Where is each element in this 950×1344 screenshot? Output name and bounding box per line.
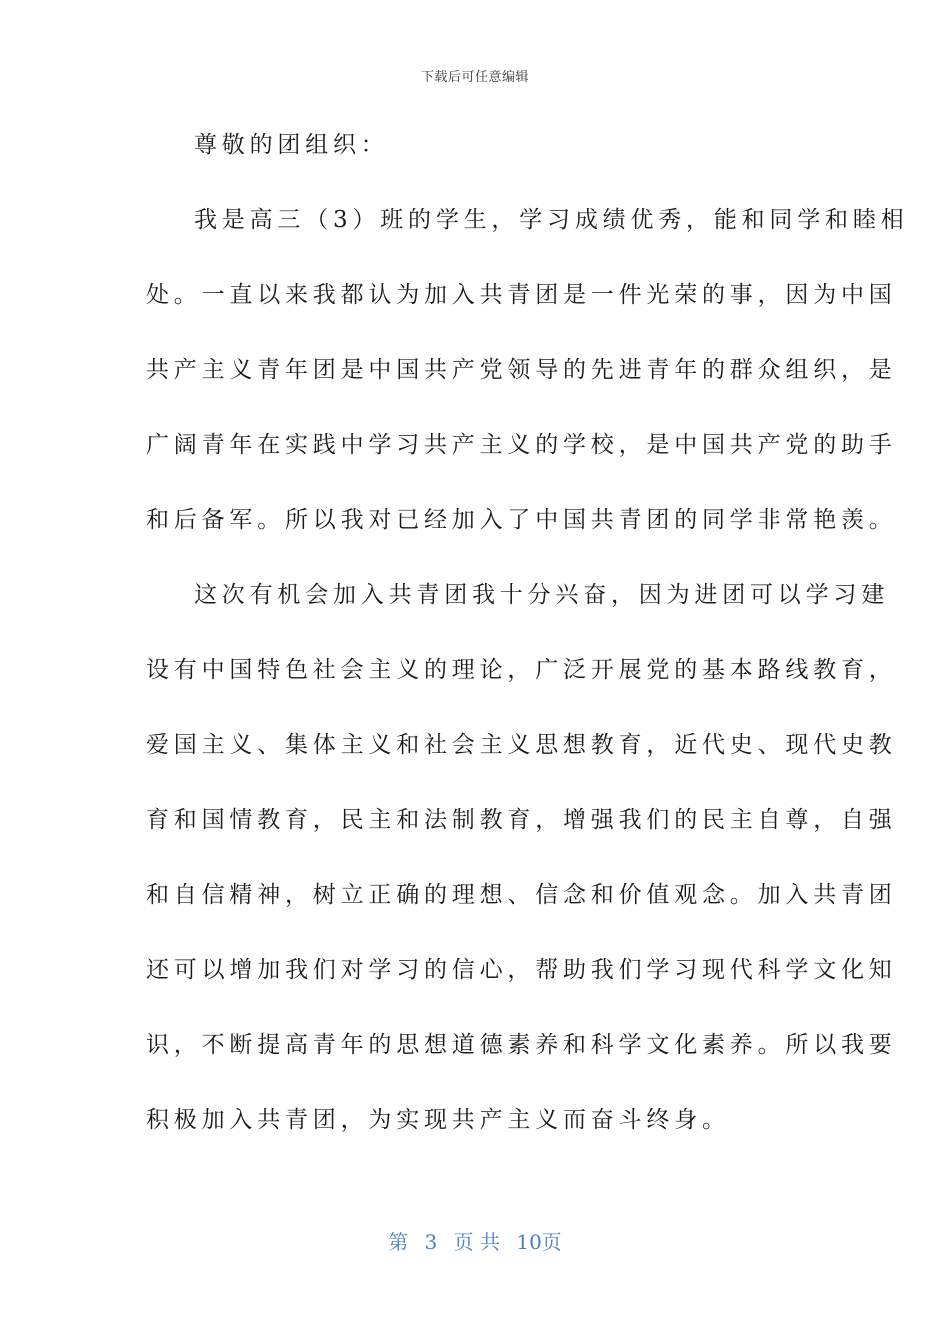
paragraph-2-line-8: 积极加入共青团，为实现共产主义而奋斗终身。 bbox=[146, 1107, 730, 1133]
paragraph-2-line-5: 和自信精神，树立正确的理想、信念和价值观念。加入共青团 bbox=[146, 882, 897, 908]
paragraph-1-line-5: 和后备军。所以我对已经加入了中国共青团的同学非常艳羡。 bbox=[146, 507, 897, 533]
paragraph-2-line-1: 这次有机会加入共青团我十分兴奋，因为进团可以学习建 bbox=[194, 582, 889, 608]
document-body bbox=[146, 124, 909, 1174]
footer-current-page: 3 bbox=[424, 1230, 438, 1254]
paragraph-1-line-4: 广阔青年在实践中学习共产主义的学校，是中国共产党的助手 bbox=[146, 432, 897, 458]
paragraph-2-line-3: 爱国主义、集体主义和社会主义思想教育，近代史、现代史教 bbox=[146, 732, 897, 758]
header-note: 下载后可任意编辑 bbox=[420, 70, 529, 85]
paragraph-1-line-3: 共产主义青年团是中国共产党领导的先进青年的群众组织，是 bbox=[146, 357, 897, 383]
footer-middle: 页 共 bbox=[453, 1230, 500, 1254]
paragraph-2-line-4: 育和国情教育，民主和法制教育，增强我们的民主自尊，自强 bbox=[146, 807, 897, 833]
paragraph-1-line-1: 我是高三（3）班的学生，学习成绩优秀，能和同学和睦相 bbox=[194, 207, 909, 233]
paragraph-2-line-2: 设有中国特色社会主义的理论，广泛开展党的基本路线教育， bbox=[146, 657, 897, 683]
page-footer bbox=[0, 1226, 950, 1255]
footer-prefix: 第 bbox=[388, 1230, 409, 1254]
paragraph-2-line-7: 识，不断提高青年的思想道德素养和科学文化素养。所以我要 bbox=[146, 1032, 897, 1058]
salutation: 尊敬的团组织： bbox=[194, 132, 389, 158]
footer-total-pages: 10页 bbox=[516, 1230, 562, 1254]
paragraph-1-line-2: 处。一直以来我都认为加入共青团是一件光荣的事，因为中国 bbox=[146, 282, 897, 308]
paragraph-2-line-6: 还可以增加我们对学习的信心，帮助我们学习现代科学文化知 bbox=[146, 957, 897, 983]
